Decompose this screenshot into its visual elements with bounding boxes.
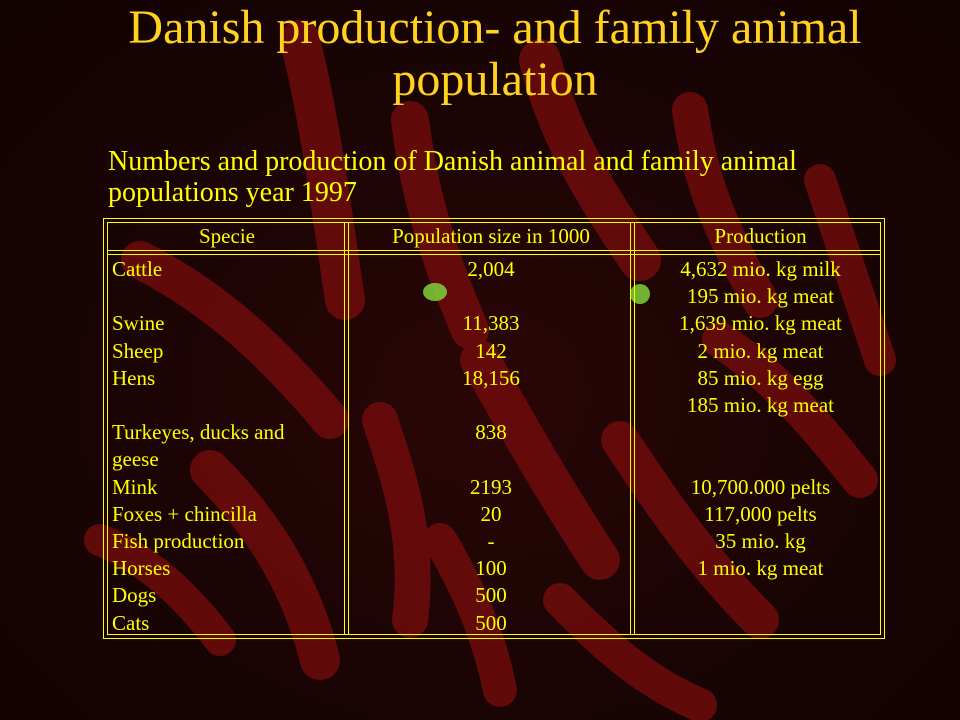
specie-cell: Mink — [112, 474, 158, 499]
production-cell: 195 mio. kg meat — [687, 284, 834, 309]
specie-cell: Cats — [112, 610, 150, 635]
specie-cell: Hens — [112, 365, 156, 390]
header-specie: Specie — [199, 224, 255, 248]
population-cell: 20 — [480, 501, 502, 526]
table-inner-border — [107, 222, 881, 635]
specie-cell: Sheep — [112, 338, 164, 363]
population-cell: 838 — [475, 420, 507, 445]
table-caption: Numbers and production of Danish animal and family animal populations year 1997 — [108, 146, 797, 208]
header-population: Population size in 1000 — [392, 224, 590, 248]
column-divider — [344, 223, 349, 634]
specie-cell: Swine — [112, 311, 165, 336]
production-cell: 185 mio. kg meat — [687, 393, 834, 417]
population-cell: 500 — [475, 610, 507, 635]
specie-cell: geese — [112, 447, 159, 472]
specie-cell: Horses — [112, 556, 171, 581]
production-cell: 85 mio. kg egg — [697, 365, 824, 390]
specie-cell: Fish production — [112, 529, 245, 553]
slide-title: Danish production- and family animal population — [128, 1, 862, 106]
production-cell: 117,000 pelts — [704, 501, 817, 526]
population-cell: 2,004 — [467, 257, 515, 281]
specie-cell: Cattle — [112, 257, 163, 281]
production-cell: 35 mio. kg — [715, 529, 806, 553]
population-cell: - — [487, 529, 495, 553]
population-cell: 100 — [475, 556, 507, 581]
population-cell: 11,383 — [462, 311, 520, 336]
specie-cell: Dogs — [112, 583, 157, 608]
population-cell: 18,156 — [462, 365, 520, 390]
production-cell: 1,639 mio. kg meat — [679, 311, 842, 336]
header-divider — [108, 250, 880, 255]
production-cell: 2 mio. kg meat — [697, 338, 824, 363]
population-cell: 142 — [475, 338, 507, 363]
specie-cell: Foxes + chincilla — [112, 501, 257, 526]
specie-cell: Turkeyes, ducks and — [112, 420, 285, 445]
production-cell: 10,700.000 pelts — [690, 474, 831, 499]
production-cell: 4,632 mio. kg milk — [680, 257, 841, 281]
population-cell: 2193 — [470, 474, 512, 499]
population-cell: 500 — [475, 583, 507, 608]
population-table — [103, 218, 885, 639]
header-production: Production — [714, 224, 807, 248]
production-cell: 1 mio. kg meat — [697, 556, 824, 581]
